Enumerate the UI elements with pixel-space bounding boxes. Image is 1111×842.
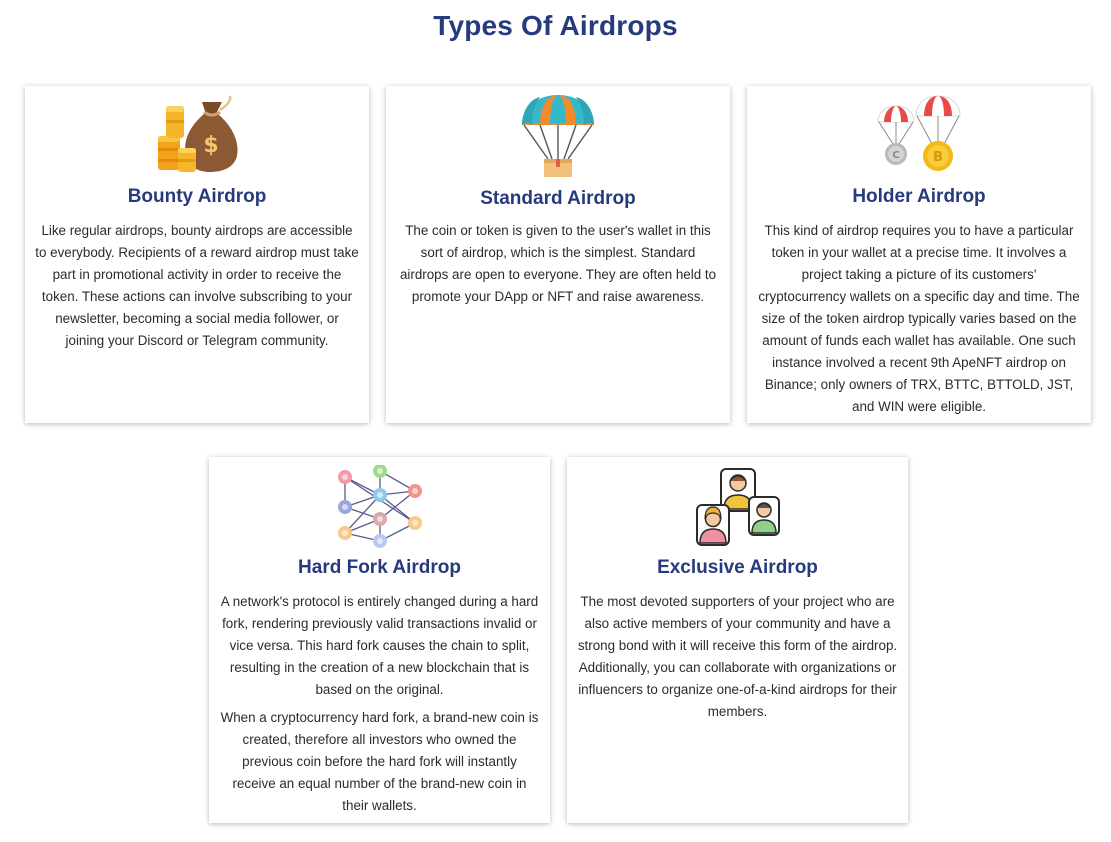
card-paragraph: This kind of airdrop requires you to have a particular token in your wallet at a precise time. It involves a project taking a picture of its customers' cryptocurrency wallets on a specific day and time. The size of the token airdrop typically varies based on the amount of funds each wallet has available. One such instance involved a recent 9th ApeNFT airdrop on Binance; only owners of TRX, BTTC, BTTOLD, JST, and WIN were eligible. bbox=[758, 223, 1080, 414]
card-title: Bounty Airdrop bbox=[127, 186, 267, 207]
card-title: Holder Airdrop bbox=[852, 186, 986, 207]
card-hard-fork-airdrop bbox=[209, 457, 550, 823]
card-standard-airdrop bbox=[386, 86, 730, 423]
card-description bbox=[396, 220, 720, 314]
community-people-icon bbox=[567, 465, 908, 549]
svg-text:C: C bbox=[892, 150, 900, 161]
parachute-box-icon bbox=[386, 94, 730, 178]
card-paragraph: Like regular airdrops, bounty airdrops are accessible to everybody. Recipients of a reward airdrop must take part in promotional activity in order to receive the token. These actions can involve subscribing to your newsletter, becoming a social media follower, or joining your Discord or Telegram community. bbox=[35, 223, 359, 348]
money-bag-icon bbox=[25, 94, 369, 178]
parachute-coins-icon bbox=[747, 94, 1091, 178]
card-title: Standard Airdrop bbox=[480, 188, 636, 209]
card-description bbox=[577, 591, 898, 729]
card-title: Hard Fork Airdrop bbox=[298, 557, 461, 578]
network-graph-icon bbox=[209, 465, 550, 549]
card-paragraph: The coin or token is given to the user's wallet in this sort of airdrop, which is the simplest. Standard airdrops are open to everyone. They are often held to promote your DApp or NFT and raise awareness. bbox=[399, 223, 717, 304]
card-exclusive-airdrop bbox=[567, 457, 908, 823]
card-holder-airdrop bbox=[747, 86, 1091, 423]
card-title: Exclusive Airdrop bbox=[657, 557, 818, 578]
svg-text:$: $ bbox=[203, 133, 219, 158]
card-paragraph: The most devoted supporters of your project who are also active members of your community and have a strong bond with it will receive this form of the airdrop. Additionally, you can collaborate with organizations or influencers to organize one-of-a-kind airdrops for their members. bbox=[577, 594, 898, 719]
page-title: Types Of Airdrops bbox=[433, 10, 678, 41]
card-description bbox=[757, 220, 1081, 424]
card-description bbox=[219, 591, 540, 823]
svg-text:B: B bbox=[933, 150, 943, 165]
card-paragraph: A network's protocol is entirely changed during a hard fork, rendering previously valid transactions invalid or vice versa. This hard fork causes the chain to split, resulting in the creation of a new blockchain that is based on the original. bbox=[220, 594, 539, 697]
card-description bbox=[35, 220, 359, 358]
card-bounty-airdrop bbox=[25, 86, 369, 423]
card-paragraph: When a cryptocurrency hard fork, a brand-new coin is created, therefore all investors who owned the previous coin before the hard fork will instantly receive an equal number of the brand-new coin in their wallets. bbox=[220, 710, 539, 813]
